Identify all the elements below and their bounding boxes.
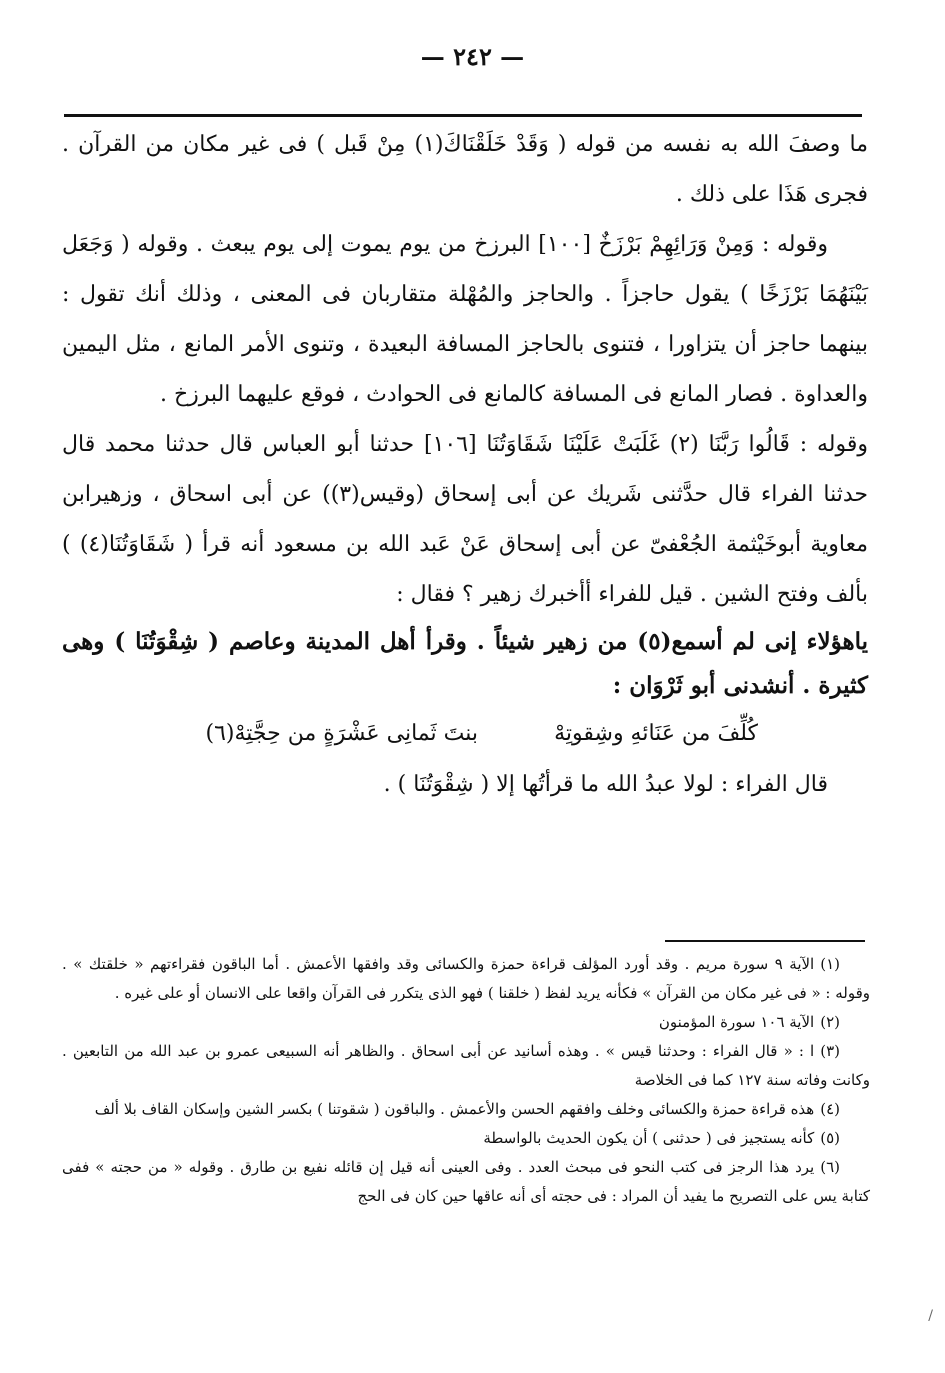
footnote-number: (٥) xyxy=(820,1129,840,1147)
page-number: — ٢٤٢ — xyxy=(420,42,525,71)
footnote-1 xyxy=(62,950,870,1008)
footnote-number: (٣) xyxy=(820,1042,840,1060)
footnote-text: الآية ١٠٦ سورة المؤمنون xyxy=(658,1013,815,1031)
main-text xyxy=(62,120,868,810)
header-rule xyxy=(64,114,862,117)
footnote-number: (٢) xyxy=(820,1013,840,1031)
footnote-text: كأنه يستجيز فى ( حدثنى ) أن يكون الحديث بالواسطة xyxy=(483,1129,815,1147)
footnote-text: الآية ٩ سورة مريم . وقد أورد المؤلف قراءة حمزة والكسائى وقد وافقها الأعمش . أما الباقون فقراءتهم « خلقتك » . وقوله : « فى غير مكان من القرآن » فكأنه يريد لفظ ( خلقنا ) فهو الذى يتكرر فى القرآن واقعا على الانسان أو على غيره . xyxy=(62,955,870,1002)
paragraph-2: وقوله : وَمِنْ وَرَائِهِمْ بَرْزَخٌ [١٠٠] البرزخ من يوم يموت إلى يوم يبعث . وقوله ( وَجَعَل بَيْنَهُمَا بَرْزَخًا ) يقول حاجزاً . والحاجز والمُهْلة متقاربان فى المعنى ، وذلك أنك تقول : بينهما حاجز أن يتزاورا ، فتنوى بالحاجز المسافة البعيدة ، وتنوى الأمر المانع ، مثل اليمين والعداوة . فصار المانع فى المسافة كالمانع فى الحوادث ، فوقع عليهما البرزخ . xyxy=(62,232,868,407)
footnote-text: يرد هذا الرجز فى كتب النحو فى مبحث العدد . وفى العينى أنه قيل إن قائله نفيع بن طارق . وقوله « من حجته » ففى كتابة يس على التصريح ما يفيد أن المراد : فى حجته أى أنه عاقها حين كان فى الحج xyxy=(62,1158,870,1205)
footnote-3 xyxy=(62,1037,870,1095)
footnote-4 xyxy=(62,1095,870,1124)
footnote-text: هذه قراءة حمزة والكسائى وخلف وافقهم الحسن والأعمش . والباقون ( شقوتنا ) بكسر الشين وإسكان القاف بلا ألف xyxy=(94,1100,815,1118)
footnote-text: ا : « قال الفراء : وحدثنا قيس » . وهذه أسانيد عن أبى اسحاق . والظاهر أنه السبيعى عمرو بن عبد الله من التابعين . وكانت وفاته سنة ١٢٧ كما فى الخلاصة xyxy=(62,1042,870,1089)
footnotes xyxy=(62,950,870,1211)
footnote-number: (٤) xyxy=(820,1100,840,1118)
paragraph-3: وقوله : قَالُوا رَبَّنَا (٢) غَلَبَتْ عَلَيْنَا شَقَاوَتُنَا [١٠٦] حدثنا أبو العباس قال حدثنا محمد قال حدثنا الفراء قال حدَّثنى شَريك عن أبى إسحاق (وقيس(٣)) عن أبى اسحاق ، وزهيرابن معاوية أبوخَيْثمة الجُعْفىّ عن أبى إسحاق عَنْ عَبد الله بن مسعود أنه قرأ ( شَقَاوَتُنَا(٤) ) بألف وفتح الشين . قيل للفراء أأخبرك زهير ؟ فقال : xyxy=(62,432,868,607)
verse-line xyxy=(62,708,858,760)
footnote-5 xyxy=(62,1124,870,1153)
margin-mark: / xyxy=(928,1308,933,1324)
verse-hemistich-1: كُلِّفَ من عَنَائهِ وشِقوتِهْ xyxy=(554,721,758,746)
footnote-6 xyxy=(62,1153,870,1211)
footnote-number: (٦) xyxy=(820,1158,840,1176)
closing-line: قال الفراء : لولا عبدُ الله ما قرأتُها إلا ( شِقْوَتُنَا ) . xyxy=(383,772,828,797)
footnote-number: (١) xyxy=(820,955,840,973)
paragraph-1: ما وصفَ الله به نفسه من قوله ( وَقَدْ خَلَقْنَاكَ(١) مِنْ قَبل ) فى غير مكان من القرآن . فجرى هَذَا على ذلك . xyxy=(62,132,868,207)
footnote-rule xyxy=(665,940,865,942)
footnote-2 xyxy=(62,1008,870,1037)
paragraph-4: ياهؤلاء إنى لم أسمع(٥) من زهير شيئاً . وقرأ أهل المدينة وعاصم ( شِقْوَتُنَا ) وهى كثيرة . أنشدنى أبو ثَرْوَان : xyxy=(62,628,868,699)
verse-hemistich-2: بنتَ ثَمانِى عَشْرَةٍ من حِجَّتِهْ(٦) xyxy=(205,721,478,746)
